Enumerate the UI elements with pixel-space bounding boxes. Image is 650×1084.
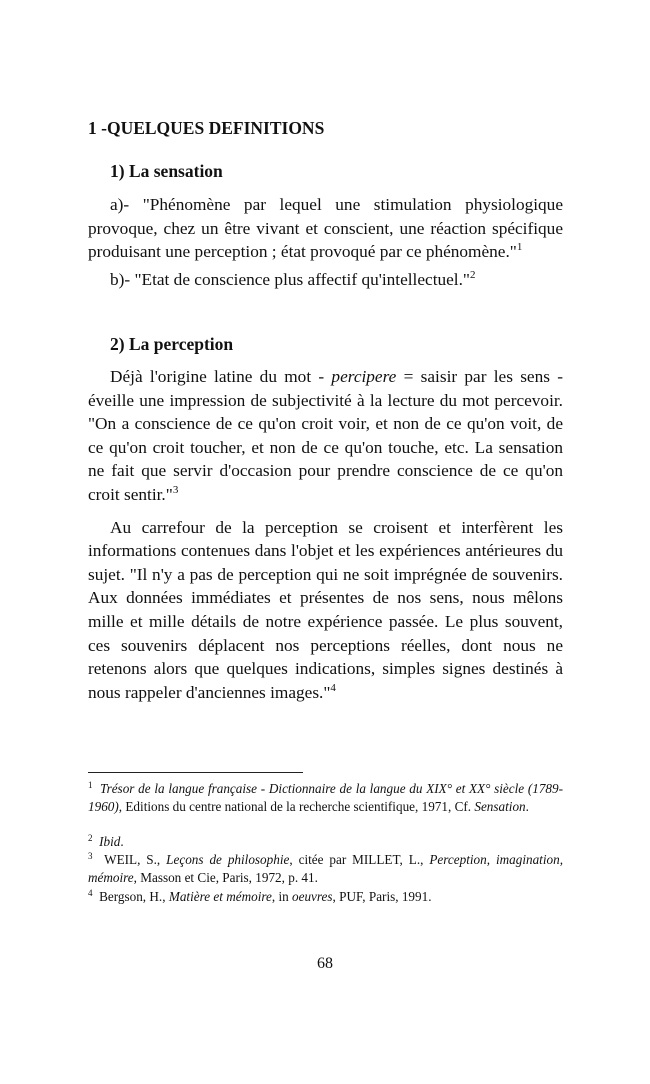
- text: .: [525, 798, 529, 814]
- definition-a-text: a)- "Phénomène par lequel une stimulation physiologique provoque, chez un être vivant et conscient, une réaction spécifique produisant une perception ; état provoqué par ce phénomène.": [88, 195, 563, 262]
- text: Sensation: [474, 798, 526, 814]
- footnote-ref[interactable]: 2: [469, 268, 476, 281]
- footnote-ref[interactable]: 4: [330, 681, 336, 694]
- footnote-divider: [88, 772, 303, 773]
- perception-text: [88, 365, 563, 704]
- footnote-4: [88, 888, 563, 906]
- sensation-definitions: [88, 193, 563, 291]
- text: Matière et mémoire: [168, 889, 272, 904]
- section-heading: 1 -QUELQUES DEFINITIONS: [88, 118, 325, 138]
- footnote-1: [88, 780, 563, 815]
- definition-b-text: b)- "Etat de conscience plus affectif qu'intellectuel.": [110, 269, 470, 289]
- text: , Masson et Cie, Paris, 1972, p. 41.: [133, 869, 318, 885]
- footnote-number: 2: [88, 833, 93, 843]
- perception-paragraph-1: [88, 365, 563, 507]
- definition-a: [88, 193, 563, 264]
- text: , citée par MILLET, L.,: [289, 852, 430, 867]
- text: Perception, imagination, mémoire: [88, 852, 563, 885]
- footnote-number: 1: [88, 780, 93, 790]
- text: , in: [271, 889, 293, 904]
- text: , Editions du centre national de la recherche scientifique, 1971, Cf.: [118, 798, 475, 814]
- latin-term: percipere: [331, 367, 397, 386]
- footnote-ref[interactable]: 1: [516, 241, 523, 254]
- text: = saisir par les sens - éveille une impression de subjectivité à la lecture du mot percevoir. "On a conscience de ce qu'on croit voir, et non de ce qu'on voit, de ce qu'on croit toucher, et non de ce qu'on touche, etc. La sensation ne fait que servir d'occasion pour prendre conscience de ce qu'on croit sentir.": [88, 367, 563, 504]
- text: Bergson, H.,: [99, 889, 169, 904]
- definition-b: [88, 268, 563, 292]
- footnote-3: [88, 851, 563, 886]
- subheading-perception: 2) La perception: [110, 334, 234, 354]
- text: Déjà l'origine latine du mot -: [110, 367, 332, 386]
- perception-paragraph-2: [88, 516, 563, 705]
- text: .: [120, 834, 124, 849]
- text: oeuvres: [292, 889, 333, 904]
- page-number: 68: [317, 955, 333, 972]
- text: Trésor de la langue française - Dictionnaire de la langue du XIX° et XX° siècle (1789-1960): [88, 781, 564, 814]
- footnote-ref[interactable]: 3: [172, 483, 179, 496]
- text: WEIL, S.,: [104, 852, 167, 867]
- footnote-number: 3: [88, 851, 93, 861]
- text: Au carrefour de la perception se croisent et interfèrent les informations contenues dans l'objet et les expériences antérieures du sujet. "Il n'y a pas de perception qui ne soit imprégnée de souvenirs. Aux données immédiates et présentes de nos sens, nous mêlons mille et mille détails de notre expérience passée. Le plus souvent, ces souvenirs déplacent nos perceptions réelles, dont nous ne retenons alors que quelques indications, simples signes destinés à nous rappeler d'anciennes images.": [88, 517, 563, 702]
- text: Ibid: [99, 834, 121, 849]
- subheading-sensation: 1) La sensation: [110, 161, 223, 181]
- footnote-2: [88, 833, 563, 851]
- text: Leçons de philosophie: [166, 852, 290, 867]
- text: , PUF, Paris, 1991.: [332, 889, 432, 904]
- footnote-number: 4: [88, 888, 93, 898]
